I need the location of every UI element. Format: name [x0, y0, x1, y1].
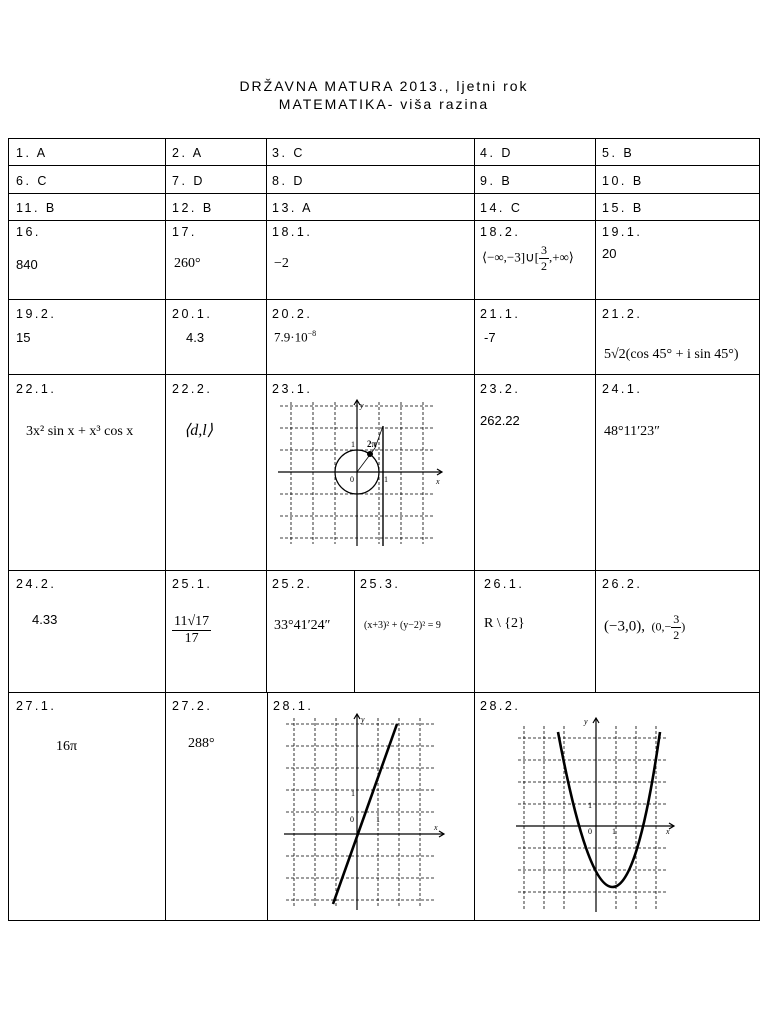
label-23-1: 23.1.	[272, 382, 313, 396]
answer-19-2: 15	[16, 330, 31, 345]
label-23-2: 23.2.	[480, 382, 521, 396]
graph-28-1-one-y: 1	[351, 789, 355, 798]
answer-21-2: 5√2(cos 45° + i sin 45°)	[604, 347, 739, 362]
answer-27-1: 16π	[56, 739, 78, 754]
answer-21-1: -7	[484, 330, 496, 345]
answer-26-2: (−3,0), (0,− $\frac{3}{2}$ )	[604, 612, 686, 642]
label-16: 16.	[16, 225, 41, 239]
label-17: 17.	[172, 225, 197, 239]
label-24-1: 24.1.	[602, 382, 643, 396]
answer-1: 1. A	[16, 146, 48, 160]
label-21-1: 21.1.	[480, 307, 521, 321]
graph-23-1	[274, 396, 446, 552]
graph-28-2-y-label: y	[584, 717, 588, 726]
page-title: DRŽAVNA MATURA 2013., ljetni rok	[239, 78, 529, 94]
label-22-2: 22.2.	[172, 382, 213, 396]
graph-28-2-x-label: x	[666, 827, 670, 836]
answer-13: 13. A	[272, 201, 313, 215]
graph-28-1-y-label: y	[361, 715, 365, 724]
graph-28-2	[512, 712, 678, 916]
label-25-1: 25.1.	[172, 577, 213, 591]
answer-12: 12. B	[172, 201, 214, 215]
graph-28-2-one-y: 1	[588, 801, 592, 810]
label-20-1: 20.1.	[172, 307, 213, 321]
label-26-1: 26.1.	[484, 577, 525, 591]
answer-24-1: 48°11′23″	[604, 424, 660, 439]
graph-28-1-origin: 0	[350, 815, 354, 824]
answer-25-2: 33°41′24″	[274, 618, 331, 633]
answer-16: 840	[16, 257, 38, 272]
label-18-1: 18.1.	[272, 225, 313, 239]
answer-22-1: 3x² sin x + x³ cos x	[26, 424, 134, 439]
label-28-1: 28.1.	[273, 699, 314, 713]
graph-28-2-one-x: 1	[612, 827, 616, 836]
label-19-1: 19.1.	[602, 225, 643, 239]
answer-2: 2. A	[172, 146, 204, 160]
answer-9: 9. B	[480, 174, 513, 188]
answer-8: 8. D	[272, 174, 305, 188]
label-24-2: 24.2.	[16, 577, 57, 591]
answer-7: 7. D	[172, 174, 205, 188]
answer-18-2: ⟨−∞,−3]∪[ $\frac{3}{2}$ ,+∞⟩	[482, 243, 574, 273]
answer-20-1: 4.3	[186, 330, 205, 345]
answer-26-1: R \ {2}	[484, 616, 525, 631]
label-27-1: 27.1.	[16, 699, 57, 713]
label-25-3: 25.3.	[360, 577, 401, 591]
answer-18-1: −2	[274, 256, 289, 271]
answer-25-1: $\frac{11√17}{17}$	[174, 614, 210, 646]
label-28-2: 28.2.	[480, 699, 521, 713]
answer-10: 10. B	[602, 174, 644, 188]
graph-28-1-one-x: 1	[376, 815, 380, 824]
graph-23-1-y-label: y	[360, 401, 364, 410]
label-18-2: 18.2.	[480, 225, 521, 239]
answer-3: 3. C	[272, 146, 305, 160]
answer-22-2: ⟨d,l⟩	[184, 422, 213, 439]
label-19-2: 19.2.	[16, 307, 57, 321]
answer-6: 6. C	[16, 174, 49, 188]
label-25-2: 25.2.	[272, 577, 313, 591]
answer-11: 11. B	[16, 201, 57, 215]
answer-20-2: $7.9\cdot 10^{-8}$	[274, 329, 317, 345]
graph-28-2-origin: 0	[588, 827, 592, 836]
graph-23-1-one-y: 1	[351, 440, 355, 449]
answer-24-2: 4.33	[32, 612, 58, 627]
answer-15: 15. B	[602, 201, 644, 215]
graph-23-1-point-label: 2π	[367, 439, 377, 449]
answer-19-1: 20	[602, 246, 617, 261]
answer-5: 5. B	[602, 146, 635, 160]
answer-25-3: (x+3)² + (y−2)² = 9	[364, 620, 441, 631]
answer-17: 260°	[174, 256, 201, 271]
graph-23-1-origin: 0	[350, 475, 354, 484]
label-20-2: 20.2.	[272, 307, 313, 321]
graph-28-1-x-label: x	[434, 823, 438, 832]
page-subtitle: MATEMATIKA- viša razina	[278, 96, 490, 112]
label-22-1: 22.1.	[16, 382, 57, 396]
answer-14: 14. C	[480, 201, 523, 215]
label-26-2: 26.2.	[602, 577, 643, 591]
answer-4: 4. D	[480, 146, 513, 160]
label-27-2: 27.2.	[172, 699, 213, 713]
answer-23-2: 262.22	[480, 413, 520, 428]
label-21-2: 21.2.	[602, 307, 643, 321]
graph-23-1-one-x: 1	[384, 475, 388, 484]
graph-23-1-x-label: x	[436, 477, 440, 486]
answer-27-2: 288°	[188, 736, 215, 751]
graph-28-1	[280, 710, 450, 914]
